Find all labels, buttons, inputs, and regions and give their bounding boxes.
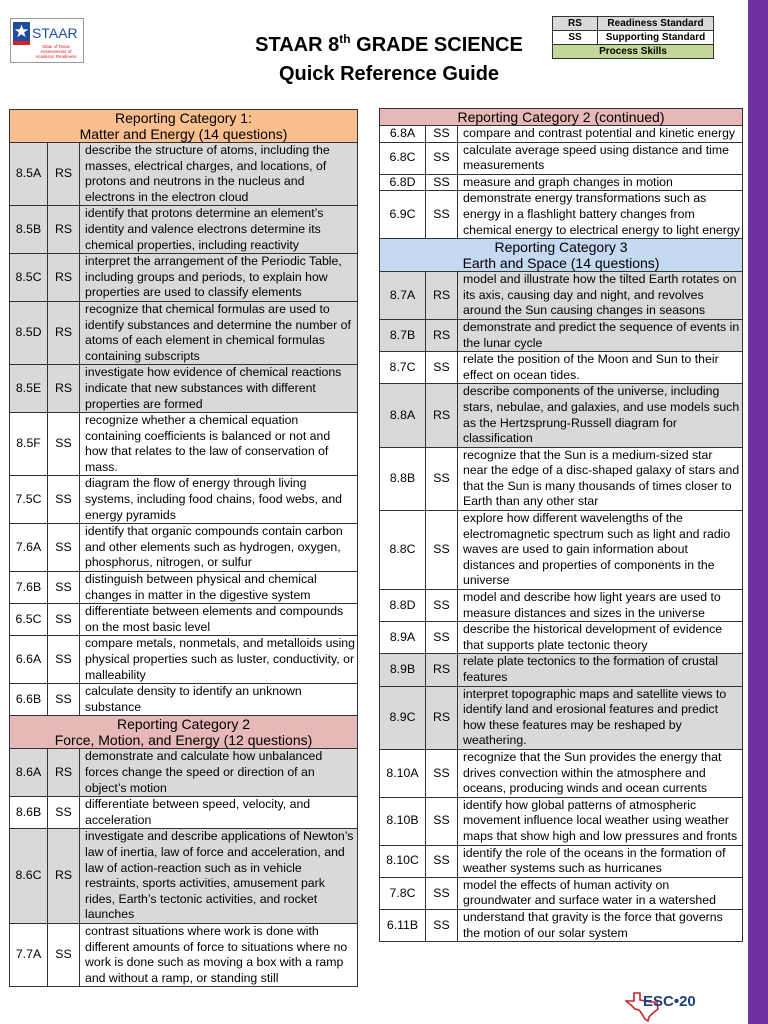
standard-row (10, 636, 358, 684)
standard-code: 8.6A (10, 749, 48, 797)
standard-row (380, 749, 743, 797)
page-subtitle: Quick Reference Guide (278, 63, 500, 85)
legend-label: Supporting Standard (598, 31, 714, 45)
esc20-logo (625, 992, 709, 1022)
standard-code: 8.7B (380, 319, 426, 351)
standard-row (380, 174, 743, 191)
standard-description: describe the historical development of evidence that supports plate tectonic theory (458, 622, 743, 654)
title-rest: GRADE SCIENCE (350, 34, 523, 56)
standard-code: 6.11B (380, 909, 426, 941)
standard-description: model and describe how light years are used to measure distances and sizes in the universe (458, 590, 743, 622)
standard-type: SS (426, 174, 458, 191)
standard-row (380, 142, 743, 174)
standard-type: SS (426, 749, 458, 797)
standard-code: 8.5B (10, 206, 48, 254)
category-header-row (10, 716, 358, 749)
standard-row (380, 797, 743, 845)
standard-code: 6.8C (380, 142, 426, 174)
standard-row (10, 365, 358, 413)
standard-row (380, 622, 743, 654)
standard-row (380, 686, 743, 749)
standard-description: diagram the flow of energy through living systems, including food chains, food webs, and energy pyramids (80, 476, 358, 524)
standard-row (10, 301, 358, 364)
standard-row (10, 524, 358, 572)
category-header (10, 110, 358, 143)
standard-description: describe components of the universe, including stars, nebulae, and galaxies, and use models such as the Hertzsprung-Russell diagram for classification (458, 384, 743, 447)
standard-row (10, 254, 358, 302)
standard-code: 6.9C (380, 191, 426, 239)
standard-row (380, 511, 743, 590)
standard-code: 8.5F (10, 413, 48, 476)
legend-code: SS (553, 31, 598, 45)
standard-code: 8.5A (10, 143, 48, 206)
standard-row (380, 126, 743, 143)
standard-type: RS (48, 301, 80, 364)
standard-code: 8.6B (10, 797, 48, 829)
legend-table (552, 16, 714, 59)
logo-tagline-line: State of Texas (42, 44, 70, 49)
legend-row-readiness (553, 17, 714, 31)
category-header-row (380, 109, 743, 126)
standard-code: 8.6C (10, 829, 48, 924)
standard-code: 8.5E (10, 365, 48, 413)
legend-row-process-skills (553, 45, 714, 59)
standard-type: SS (426, 845, 458, 877)
flag-stripe (13, 41, 30, 45)
standard-description: differentiate between elements and compounds on the most basic level (80, 604, 358, 636)
standard-code: 8.9A (380, 622, 426, 654)
standard-description: relate plate tectonics to the formation of crustal features (458, 654, 743, 686)
standard-description: recognize that the Sun is a medium-sized star near the edge of a disc-shaped galaxy of stars and that the Sun is many thousands of times closer to Earth than any other star (458, 447, 743, 510)
standard-code: 7.5C (10, 476, 48, 524)
standard-row (380, 352, 743, 384)
standard-description: contrast situations where work is done with different amounts of force to situations where no work is done such as moving a box with a ramp and without a ramp, or standing still (80, 923, 358, 986)
standard-code: 6.8A (380, 126, 426, 143)
legend-row-supporting (553, 31, 714, 45)
category-header-row (10, 110, 358, 143)
standard-description: identify how global patterns of atmospheric movement influence local weather using weather maps that show high and low pressures and fronts (458, 797, 743, 845)
title-superscript: th (339, 32, 351, 46)
standard-type: SS (426, 511, 458, 590)
standard-type: RS (48, 206, 80, 254)
standard-row (10, 572, 358, 604)
standard-code: 8.7C (380, 352, 426, 384)
standard-description: demonstrate energy transformations such as energy in a flashlight battery changes from chemical energy to electrical energy to light energy (458, 191, 743, 239)
table-body (380, 109, 743, 942)
standard-description: measure and graph changes in motion (458, 174, 743, 191)
standard-description: calculate density to identify an unknown substance (80, 684, 358, 716)
standard-row (10, 476, 358, 524)
standard-row (10, 206, 358, 254)
logo-wordmark: STAAR (32, 25, 78, 41)
standard-type: RS (426, 654, 458, 686)
logo-tagline-line: Assessments of (40, 49, 72, 54)
standard-type: RS (48, 254, 80, 302)
standard-type: SS (426, 590, 458, 622)
category-header (10, 716, 358, 749)
standard-type: SS (48, 413, 80, 476)
standard-code: 8.5C (10, 254, 48, 302)
standard-code: 6.6B (10, 684, 48, 716)
standard-row (380, 877, 743, 909)
standard-row (10, 684, 358, 716)
standard-type: SS (426, 622, 458, 654)
standard-type: SS (48, 524, 80, 572)
standard-description: model the effects of human activity on groundwater and surface water in a watershed (458, 877, 743, 909)
standard-type: RS (48, 365, 80, 413)
standard-type: SS (48, 476, 80, 524)
standard-code: 6.5C (10, 604, 48, 636)
standard-description: investigate and describe applications of Newton’s law of inertia, law of force and acceleration, and law of action-reaction such as in vehicle restraints, sports activities, amusement park rides, Earth’s tectonic activities, and rocket launches (80, 829, 358, 924)
standard-description: explore how different wavelengths of the electromagnetic spectrum such as light and radio waves are used to gain information about distances and properties of components in the universe (458, 511, 743, 590)
standard-description: recognize that the Sun provides the energy that drives convection within the atmosphere and oceans, producing winds and ocean currents (458, 749, 743, 797)
standard-description: understand that gravity is the force that governs the motion of our solar system (458, 909, 743, 941)
standard-type: RS (48, 829, 80, 924)
standard-type: RS (48, 749, 80, 797)
standard-type: SS (48, 636, 80, 684)
standard-code: 8.8A (380, 384, 426, 447)
standard-code: 7.8C (380, 877, 426, 909)
standard-description: demonstrate and predict the sequence of events in the lunar cycle (458, 319, 743, 351)
standard-code: 8.9C (380, 686, 426, 749)
standard-row (10, 797, 358, 829)
standard-type: RS (426, 686, 458, 749)
standard-type: SS (48, 684, 80, 716)
category-title: Reporting Category 3 (494, 239, 628, 256)
legend-body (553, 17, 714, 59)
standard-description: interpret topographic maps and satellite views to identify land and erosional features and predict how these features may be reshaped by weathering. (458, 686, 743, 749)
standard-type: SS (426, 797, 458, 845)
standard-description: calculate average speed using distance and time measurements (458, 142, 743, 174)
standard-type: SS (426, 877, 458, 909)
category-subtitle: Force, Motion, and Energy (12 questions) (54, 732, 313, 749)
standard-row (380, 319, 743, 351)
page-title (189, 32, 589, 88)
category-header-row (380, 239, 743, 272)
standard-type: RS (426, 384, 458, 447)
standard-row (380, 909, 743, 941)
standard-description: recognize that chemical formulas are used to identify substances and determine the number of atoms of each element in chemical formulas containing subscripts (80, 301, 358, 364)
standard-code: 8.10B (380, 797, 426, 845)
category-title: Reporting Category 2 (116, 716, 251, 733)
category-title: Reporting Category 2 (continued) (457, 109, 665, 125)
logo-tagline-line: Academic Readiness (35, 54, 77, 59)
standard-type: SS (426, 447, 458, 510)
legend-label: Readiness Standard (598, 17, 714, 31)
standard-row (380, 191, 743, 239)
side-accent-bar (748, 0, 768, 1024)
standard-code: 7.6A (10, 524, 48, 572)
standard-code: 8.10C (380, 845, 426, 877)
standard-row (380, 590, 743, 622)
category-title: Reporting Category 1: (115, 110, 252, 126)
title-line (189, 32, 589, 61)
category-header (380, 239, 743, 272)
standard-type: SS (426, 909, 458, 941)
standard-row (380, 845, 743, 877)
standard-row (380, 447, 743, 510)
standard-type: RS (426, 319, 458, 351)
standard-type: SS (426, 142, 458, 174)
standard-code: 8.7A (380, 272, 426, 320)
standard-description: investigate how evidence of chemical reactions indicate that new substances with different properties are formed (80, 365, 358, 413)
standard-description: demonstrate and calculate how unbalanced forces change the speed or direction of an object’s motion (80, 749, 358, 797)
category-subtitle: Matter and Energy (14 questions) (79, 126, 288, 142)
legend-code: RS (553, 17, 598, 31)
standard-code: 8.8D (380, 590, 426, 622)
standard-description: identify that protons determine an element’s identity and valence electrons determine its chemical properties, including reactivity (80, 206, 358, 254)
standard-description: compare metals, nonmetals, and metalloids using physical properties such as luster, conductivity, or malleability (80, 636, 358, 684)
standard-code: 8.8C (380, 511, 426, 590)
standard-description: relate the position of the Moon and Sun to their effect on ocean tides. (458, 352, 743, 384)
standard-row (380, 654, 743, 686)
standard-code: 7.7A (10, 923, 48, 986)
standards-table-right (379, 108, 743, 942)
category-header (380, 109, 743, 126)
standard-type: SS (48, 923, 80, 986)
esc-wordmark: ESC•20 (643, 993, 696, 1010)
standard-code: 6.6A (10, 636, 48, 684)
standard-row (380, 272, 743, 320)
standard-description: recognize whether a chemical equation containing coefficients is balanced or not and how that relates to the law of conservation of mass. (80, 413, 358, 476)
standard-row (10, 749, 358, 797)
standard-code: 7.6B (10, 572, 48, 604)
standard-description: identify the role of the oceans in the formation of weather systems such as hurricanes (458, 845, 743, 877)
staar-logo (10, 18, 84, 63)
standard-type: SS (48, 797, 80, 829)
standard-description: interpret the arrangement of the Periodic Table, including groups and periods, to explain how properties are used to classify elements (80, 254, 358, 302)
standard-description: describe the structure of atoms, including the masses, electrical charges, and locations, of protons and neutrons in the nucleus and electrons in the electron cloud (80, 143, 358, 206)
standard-type: SS (426, 352, 458, 384)
category-subtitle: Earth and Space (14 questions) (462, 255, 660, 272)
standards-table-left (9, 109, 358, 987)
standard-row (10, 143, 358, 206)
standard-code: 8.9B (380, 654, 426, 686)
standard-type: SS (426, 191, 458, 239)
standard-type: RS (48, 143, 80, 206)
standard-type: SS (426, 126, 458, 143)
standard-description: identify that organic compounds contain carbon and other elements such as hydrogen, oxygen, phosphorus, nitrogen, or sulfur (80, 524, 358, 572)
table-body (10, 110, 358, 987)
standard-description: model and illustrate how the tilted Earth rotates on its axis, causing day and night, and revolves around the Sun causing changes in seasons (458, 272, 743, 320)
standard-description: compare and contrast potential and kinetic energy (458, 126, 743, 143)
standard-row (10, 923, 358, 986)
standard-description: differentiate between speed, velocity, and acceleration (80, 797, 358, 829)
standard-code: 8.5D (10, 301, 48, 364)
title-main: STAAR 8 (255, 34, 340, 56)
standard-type: SS (48, 604, 80, 636)
standard-row (10, 604, 358, 636)
standard-code: 6.8D (380, 174, 426, 191)
standard-row (10, 413, 358, 476)
standard-type: SS (48, 572, 80, 604)
standard-row (10, 829, 358, 924)
standard-type: RS (426, 272, 458, 320)
legend-label: Process Skills (553, 45, 714, 59)
standard-code: 8.8B (380, 447, 426, 510)
standard-code: 8.10A (380, 749, 426, 797)
standard-description: distinguish between physical and chemical changes in matter in the digestive system (80, 572, 358, 604)
standard-row (380, 384, 743, 447)
